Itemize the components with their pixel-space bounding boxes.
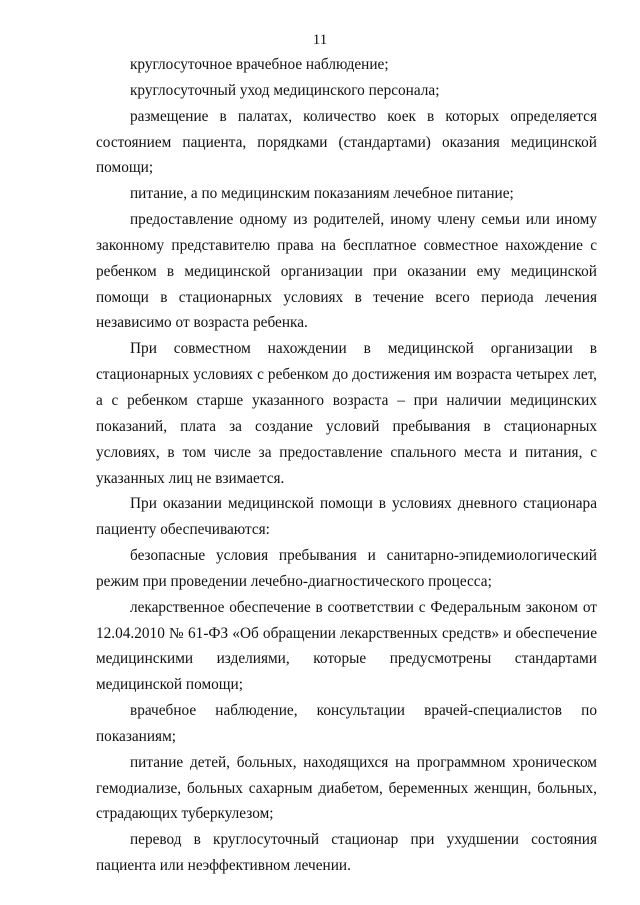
paragraph: круглосуточный уход медицинского персонала; (130, 81, 440, 99)
paragraph: врачебное наблюдение, консультации врачей-специалистов по показаниям; (96, 702, 597, 745)
paragraph: питание, а по медицинским показаниям лечебное питание; (130, 185, 514, 203)
paragraph: лекарственное обеспечение в соответствии с Федеральным законом от 12.04.2010 № 61-ФЗ «Об обращении лекарственных средств» и обеспечение медицинскими изделиями, которые предусмотрены стандартами медицинской помощи; (96, 598, 597, 694)
paragraph: перевод в круглосуточный стационар при ухудшении состояния пациента или неэффективном лечении. (96, 831, 597, 875)
document-body (96, 52, 597, 879)
page-number: 11 (312, 32, 328, 48)
paragraph: питание детей, больных, находящихся на программном хроническом гемодиализе, больных сахарным диабетом, беременных женщин, больных, страдающих туберкулезом; (96, 753, 597, 823)
paragraph: При совместном нахождении в медицинской организации в стационарных условиях с ребенком до достижения им возраста четырех лет, а с ребенком старше указанного возраста – при наличии медицинских показаний, плата за создание условий пребывания в стационарных условиях, в том числе за предоставление спального места и питания, с указанных лиц не взимается. (96, 340, 597, 487)
paragraph: круглосуточное врачебное наблюдение; (130, 56, 389, 73)
paragraph: При оказании медицинской помощи в условиях дневного стационара пациенту обеспечиваются: (96, 495, 597, 539)
paragraph: размещение в палатах, количество коек в которых определяется состоянием пациента, порядками (стандартами) оказания медицинской помощи; (96, 107, 597, 177)
paragraph: безопасные условия пребывания и санитарно-эпидемиологический режим при проведении лечебно-диагностического процесса; (96, 547, 597, 590)
paragraph: предоставление одному из родителей, иному члену семьи или иному законному представителю права на бесплатное совместное нахождение с ребенком в медицинской организации при оказании ему медицинской помощи в стационарных условиях в течение всего периода лечения независимо от возраста ребенка. (96, 211, 597, 332)
